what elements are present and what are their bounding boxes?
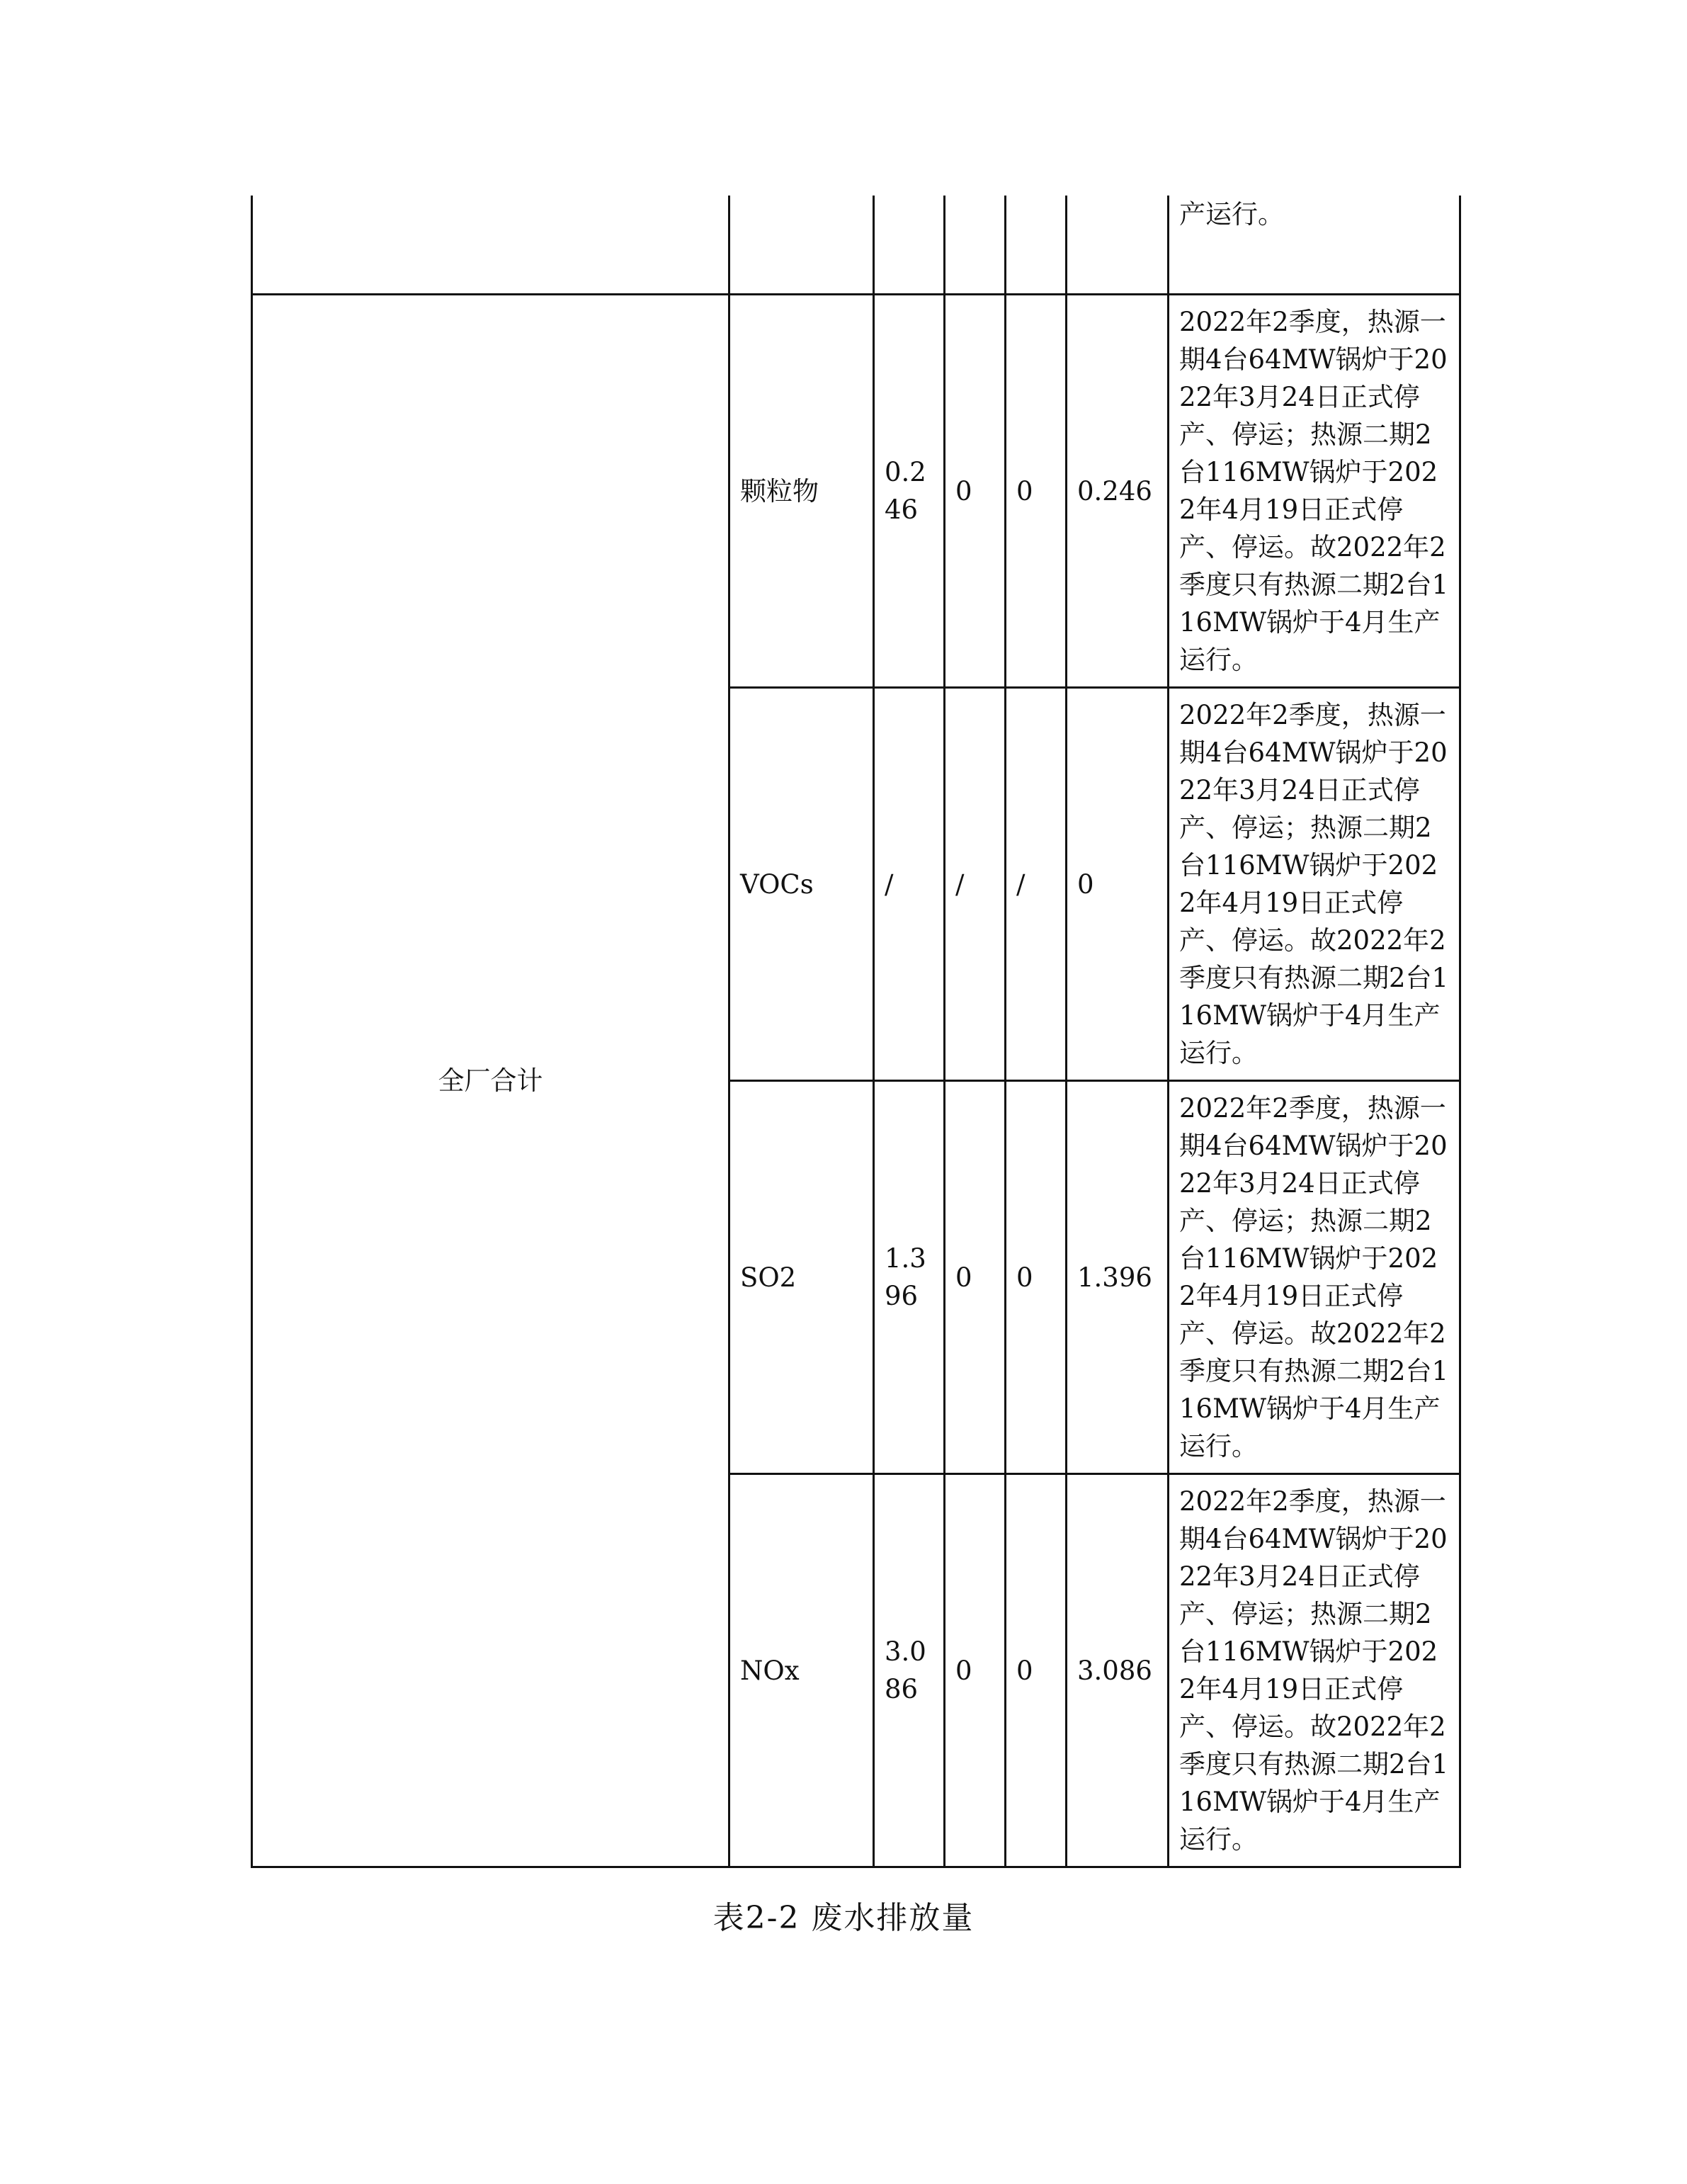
- value-cell: 0.246: [874, 295, 945, 688]
- continuation-row: [252, 196, 1460, 295]
- value-cell: /: [874, 688, 945, 1081]
- value-cell: /: [945, 688, 1006, 1081]
- table-caption: 表2-2 废水排放量: [712, 1900, 975, 1936]
- note-cell: 2022年2季度，热源一期4台64MW锅炉于2022年3月24日正式停产、停运；热源二期2台116MW锅炉于2022年4月19日正式停产、停运。故2022年2季度只有热源二期2台116MW锅炉于4月生产运行。: [1169, 1474, 1460, 1867]
- value-cell: 0: [1006, 295, 1067, 688]
- total-cell: 3.086: [1067, 1474, 1169, 1867]
- value-cell: 0: [945, 1474, 1006, 1867]
- continuation-note-cell: 产运行。: [1169, 196, 1460, 295]
- total-cell: 1.396: [1067, 1081, 1169, 1474]
- value-cell: 3.086: [874, 1474, 945, 1867]
- pollutant-cell: VOCs: [729, 688, 874, 1081]
- note-cell: 2022年2季度，热源一期4台64MW锅炉于2022年3月24日正式停产、停运；热源二期2台116MW锅炉于2022年4月19日正式停产、停运。故2022年2季度只有热源二期2台116MW锅炉于4月生产运行。: [1169, 1081, 1460, 1474]
- table-row-particulate: [252, 295, 1460, 688]
- value-cell: /: [1006, 688, 1067, 1081]
- value-cell: 1.396: [874, 1081, 945, 1474]
- pollutant-cell: 颗粒物: [729, 295, 874, 688]
- value-cell: 0: [945, 295, 1006, 688]
- continuation-value-cell: [1006, 196, 1067, 295]
- value-cell: 0: [1006, 1474, 1067, 1867]
- note-cell: 2022年2季度，热源一期4台64MW锅炉于2022年3月24日正式停产、停运；热源二期2台116MW锅炉于2022年4月19日正式停产、停运。故2022年2季度只有热源二期2台116MW锅炉于4月生产运行。: [1169, 688, 1460, 1081]
- emissions-table: [251, 196, 1461, 1868]
- continuation-pollutant-cell: [729, 196, 874, 295]
- pollutant-cell: SO2: [729, 1081, 874, 1474]
- note-cell: 2022年2季度，热源一期4台64MW锅炉于2022年3月24日正式停产、停运；热源二期2台116MW锅炉于2022年4月19日正式停产、停运。故2022年2季度只有热源二期2台116MW锅炉于4月生产运行。: [1169, 295, 1460, 688]
- value-cell: 0: [1006, 1081, 1067, 1474]
- continuation-value-cell: [945, 196, 1006, 295]
- continuation-value-cell: [1067, 196, 1169, 295]
- group-label-cell: 全厂合计: [252, 295, 729, 1867]
- value-cell: 0: [945, 1081, 1006, 1474]
- continuation-group-cell: [252, 196, 729, 295]
- total-cell: 0: [1067, 688, 1169, 1081]
- total-cell: 0.246: [1067, 295, 1169, 688]
- pollutant-cell: NOx: [729, 1474, 874, 1867]
- continuation-value-cell: [874, 196, 945, 295]
